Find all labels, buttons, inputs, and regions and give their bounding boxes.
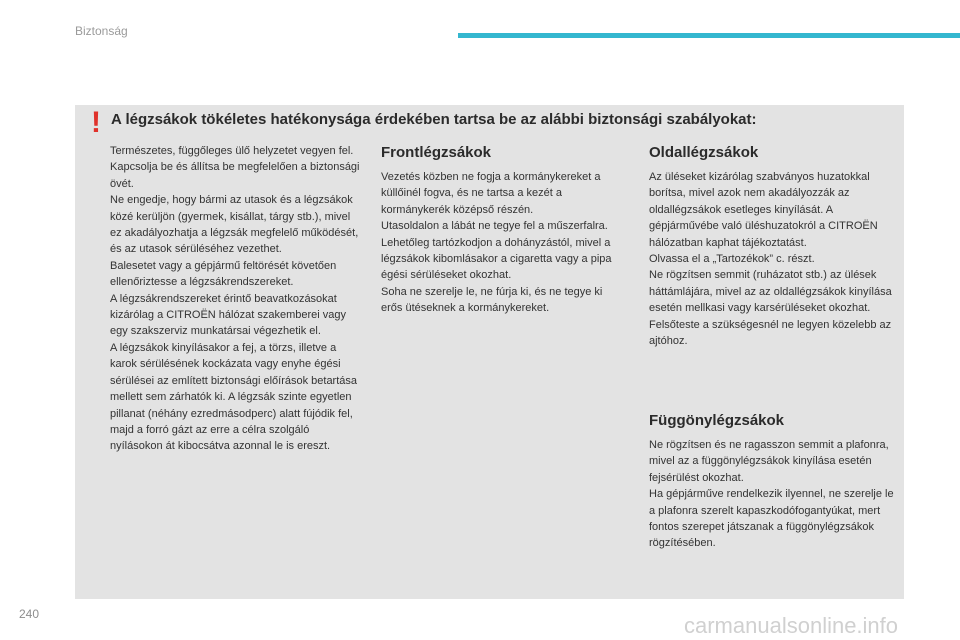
front-airbags-column: [381, 143, 626, 317]
paragraph: Ne engedje, hogy bármi az utasok és a légzsákok közé kerüljön (gyermek, kisállat, tárgy stb.), mivel ez akadályozhatja a légzsák megfelelő működését, és az utasok sérüléséhez vezethet.: [110, 194, 359, 256]
paragraph: Ne rögzítsen semmit (ruházatot stb.) az ülések háttámlájára, mivel az az oldallégzsákok kinyílása esetén mellkasi vagy karsérüléseket okozhat.: [649, 269, 892, 315]
front-airbags-title: Frontlégzsákok: [381, 144, 492, 161]
safety-rules-panel: [75, 105, 904, 599]
paragraph: Vezetés közben ne fogja a kormánykereket a küllőinél fogva, és ne tartsa a kezét a kormánykerék középső részén.: [381, 171, 601, 216]
paragraph: Lehetőleg tartózkodjon a dohányzástól, mivel a légzsákok kibomlásakor a cigaretta vagy a pipa égési sérüléseket okozhat.: [381, 236, 612, 282]
exclamation-icon: !: [91, 106, 101, 139]
paragraph: Balesetet vagy a gépjármű feltörését követően ellenőriztesse a légzsákrendszereket.: [110, 259, 337, 289]
panel-heading: A légzsákok tökéletes hatékonysága érdekében tartsa be az alábbi biztonsági szabályokat:: [111, 111, 757, 128]
curtain-airbags-column: [649, 411, 894, 552]
paragraph: Utasoldalon a lábát ne tegye fel a műszerfalra.: [381, 220, 608, 233]
header-accent-bar: [458, 33, 960, 38]
side-airbags-column: [649, 143, 894, 349]
paragraph: Olvassa el a „Tartozékok” c. részt.: [649, 253, 815, 266]
paragraph: A légzsákrendszereket érintő beavatkozásokat kizárólag a CITROËN hálózat szakemberei vagy egy szakszerviz munkatársai végezhetik el.: [110, 292, 346, 338]
section-title: Biztonság: [75, 24, 128, 38]
paragraph: Ha gépjárműve rendelkezik ilyennel, ne szerelje le a plafonra szerelt kapaszkodófogantyúkat, mert fontos szerepet játszanak a függönylégzsákok rögzítésében.: [649, 488, 894, 550]
paragraph: Kapcsolja be és állítsa be megfelelően a biztonsági övét.: [110, 161, 360, 190]
side-airbags-title: Oldallégzsákok: [649, 144, 759, 161]
paragraph: Természetes, függőleges ülő helyzetet vegyen fel.: [110, 145, 354, 157]
watermark: carmanualsonline.info: [684, 613, 899, 638]
paragraph: A légzsákok kinyílásakor a fej, a törzs, illetve a karok sérülésének kockázata vagy enyhe égési sérülései az említett biztonsági előírások betartása mellett sem zárhatók ki. A légzsák szinte egyetlen pillanat (néhány ezredmásodperc) alatt fújódik fel, majd a forró gázt az erre a célra szolgáló nyílásokon át kibocsátva azonnal le is ereszt.: [110, 341, 358, 453]
paragraph: Felsőteste a szükségesnél ne legyen közelebb az ajtóhoz.: [649, 318, 892, 348]
general-rules-column: [110, 143, 360, 455]
curtain-airbags-title: Függönylégzsákok: [649, 412, 785, 429]
paragraph: Soha ne szerelje le, ne fúrja ki, és ne tegye ki erős ütéseknek a kormánykereket.: [381, 285, 603, 315]
paragraph: Az üléseket kizárólag szabványos huzatokkal borítsa, mivel azok nem akadályozzák az oldallégzsákok esetleges kinyílását. A gépjárművébe való üléshuzatokról a CITROËN hálózatban kaphat tájékoztatást.: [649, 171, 878, 249]
paragraph: Ne rögzítsen és ne ragasszon semmit a plafonra, mivel az a függönylégzsákok kinyílása esetén fejsérülést okozhat.: [649, 439, 889, 484]
page-number: 240: [19, 607, 40, 621]
